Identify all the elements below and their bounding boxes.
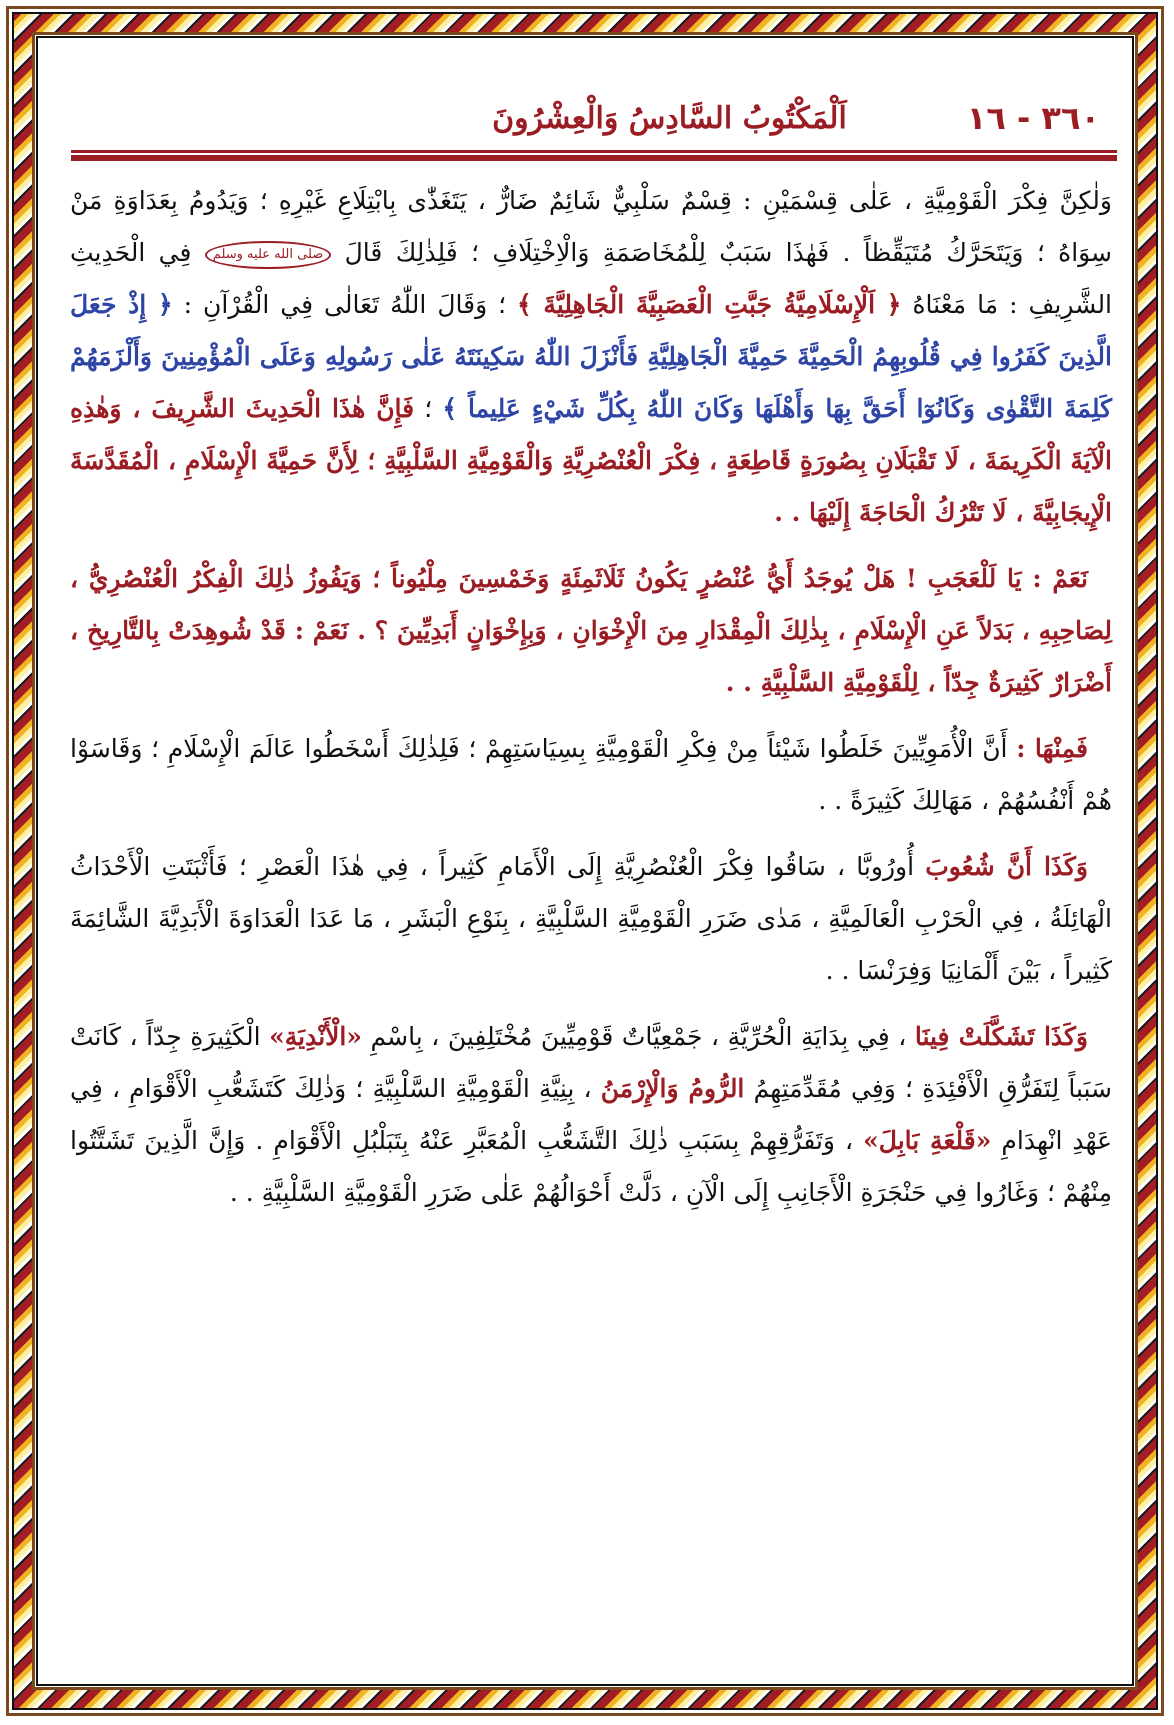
emphasis-term: الرُّومُ وَالْإِرْمَنُ: [600, 1074, 745, 1103]
page-header: [72, 88, 1118, 148]
text-run: وَلٰكِنَّ فِكْرَ الْقَوْمِيَّةِ ، عَلٰى قِسْمَيْنِ : قِسْمٌ سَلْبِيٌّ شَائِمٌ ضَارٌّ ، يَتَغَذّٰى بِابْتِلَاعِ غَيْرِهِ ؛ وَيَدُومُ بِعَدَاوَةِ مَنْ سِوَاهُ ؛ وَيَتَحَرَّكُ مُتَيَقِّظاً . فَهٰذَا سَبَبٌ لِلْمُخَاصَمَةِ وَالْاِخْتِلَافِ ؛ فَلِذٰلِكَ قَالَ: [70, 186, 1113, 267]
chapter-title: اَلْمَكْتُوبُ السَّادِسُ وَالْعِشْرُونَ: [492, 100, 847, 136]
emphasis-term: «قَلْعَةِ بَابِلَ»: [863, 1126, 992, 1155]
text-run: فِي الْحَدِيثِ الشَّرِيفِ : مَا مَعْنَاهُ: [70, 238, 1113, 319]
hadith-quote: ﴿ اَلْإِسْلَامِيَّةُ جَبَّتِ الْعَصَبِيَّةَ الْجَاهِلِيَّةَ ﴾: [517, 290, 902, 319]
paragraph-5: [70, 1011, 1112, 1219]
emphasis-term: «الْأَنْدِيَةِ»: [269, 1022, 362, 1051]
text-run: الْكَثِيرَةِ جِدّاً ، كَانَتْ سَبَباً لِتَفَرُّقِ الْأَفْئِدَةِ ؛ وَفِي مُقَدِّمَتِهِمُ: [70, 1022, 1113, 1103]
paragraph-1: [70, 175, 1112, 539]
paragraph-2: [70, 553, 1112, 709]
paragraph-lead: وَكَذَا أَنَّ شُعُوبَ: [925, 852, 1089, 881]
header-rule-thick: [71, 155, 1117, 161]
text-run: ، بِنِيَّةِ الْقَوْمِيَّةِ السَّلْبِيَّةِ ؛ وَذٰلِكَ كَتَشَعُّبِ الْأَقْوَامِ ، فِي عَهْدِ انْهِدَامِ: [70, 1074, 1112, 1155]
page-number: ٣٦٠ - ١٦: [966, 99, 1100, 137]
salawat-icon: صلى الله عليه وسلم: [205, 241, 332, 269]
paragraph-4: [70, 841, 1112, 997]
document-body: [70, 175, 1112, 1233]
text-run: ، فِي بِدَايَةِ الْحُرِّيَّةِ ، جَمْعِيَّاتٌ قَوْمِيِّينَ مُخْتَلِفِينَ ، بِاسْمِ: [370, 1022, 907, 1051]
text-run: ، وَتَفَرُّقِهِمْ بِسَبَبِ ذٰلِكَ التَّشَعُّبِ الْمُعَبَّرِ عَنْهُ بِتَبَلْبُلِ الْأَقْوَامِ . وَإِنَّ الَّذِينَ تَشَتَّتُوا مِنْهُمْ ؛ وَغَارُوا فِي حَنْجَرَةِ الْأَجَانِبِ إِلَى الْآنِ ، دَلَّتْ أَحْوَالُهُمْ عَلٰى ضَرَرِ الْقَوْمِيَّةِ السَّلْبِيَّةِ . .: [70, 1126, 1112, 1207]
text-run: ؛ وَقَالَ اللّٰهُ تَعَالٰى فِي الْقُرْآنِ :: [183, 290, 507, 319]
paragraph-3: [70, 723, 1112, 827]
text-run: أَنَّ الْأُمَوِيِّينَ خَلَطُوا شَيْئاً مِنْ فِكْرِ الْقَوْمِيَّةِ بِسِيَاسَتِهِمْ ؛ فَلِذٰلِكَ أَسْخَطُوا عَالَمَ الْإِسْلَامِ ؛ وَقَاسَوْا هُمْ أَنْفُسُهُمْ ، مَهَالِكَ كَثِيرَةً . .: [70, 734, 1112, 815]
paragraph-lead: فَمِنْهَا :: [1016, 734, 1088, 763]
quran-verse: ﴿ إِذْ جَعَلَ الَّذِينَ كَفَرُوا فِي قُلُوبِهِمُ الْحَمِيَّةَ حَمِيَّةَ الْجَاهِلِيَّةِ فَأَنْزَلَ اللّٰهُ سَكِينَتَهُ عَلٰى رَسُولِهِ وَعَلَى الْمُؤْمِنِينَ وَأَلْزَمَهُمْ كَلِمَةَ التَّقْوٰى وَكَانُوٓا أَحَقَّ بِهَا وَأَهْلَهَا وَكَانَ اللّٰهُ بِكُلِّ شَيْءٍ عَلِيماً ﴾: [70, 290, 1113, 423]
text-run: أُورُوبَّا ، سَاقُوا فِكْرَ الْعُنْصُرِيَّةِ إِلَى الْأَمَامِ كَثِيراً ، فِي هٰذَا الْعَصْرِ ؛ فَأَثْبَتَتِ الْأَحْدَاثُ الْهَائِلَةُ ، فِي الْحَرْبِ الْعَالَمِيَّةِ ، مَدٰى ضَرَرِ الْقَوْمِيَّةِ السَّلْبِيَّةِ ، بِنَوْعِ الْبَشَرِ ، مَا عَدَا الْعَدَاوَةَ الْأَبَدِيَّةَ الشَّائِمَةَ كَثِيراً ، بَيْنَ أَلْمَانِيَا وَفِرَنْسَا . .: [70, 852, 1112, 985]
text-run: ؛: [424, 394, 433, 423]
emphasis-text: فَإِنَّ هٰذَا الْحَدِيثَ الشَّرِيفَ ، وَهٰذِهِ الْآيَةَ الْكَرِيمَةَ ، لَا تَقْبَلَانِ بِصُورَةٍ قَاطِعَةٍ ، فِكْرَ الْعُنْصُرِيَّةِ وَالْقَوْمِيَّةِ السَّلْبِيَّةِ ؛ لِأَنَّ حَمِيَّةَ الْإِسْلَامِ ، الْمُقَدَّسَةَ الْإِيجَابِيَّةَ ، لَا تَتْرُكُ الْحَاجَةَ إِلَيْهَا . .: [70, 394, 1112, 527]
paragraph-lead: وَكَذَا تَشَكَّلَتْ فِينَا: [914, 1022, 1089, 1051]
header-rule-thin: [71, 150, 1117, 153]
emphasis-text: نَعَمْ : يَا لَلْعَجَبِ ! هَلْ يُوجَدُ أَيُّ عُنْصُرٍ يَكُونُ ثَلَاثَمِئَةٍ وَخَمْسِينَ مِلْيُوناً ؛ وَيَفُوزُ ذٰلِكَ الْفِكْرُ الْعُنْصُرِيُّ ، لِصَاحِبِهِ ، بَدَلاً عَنِ الْإِسْلَامِ ، بِذٰلِكَ الْمِقْدَارِ مِنَ الْإِخْوَانِ ، وَبِإِخْوَانٍ أَبَدِيِّينَ ؟ . نَعَمْ : قَدْ شُوهِدَتْ بِالتَّارِيخِ ، أَضْرَارٌ كَثِيرَةٌ جِدّاً ، لِلْقَوْمِيَّةِ السَّلْبِيَّةِ . .: [70, 564, 1112, 697]
